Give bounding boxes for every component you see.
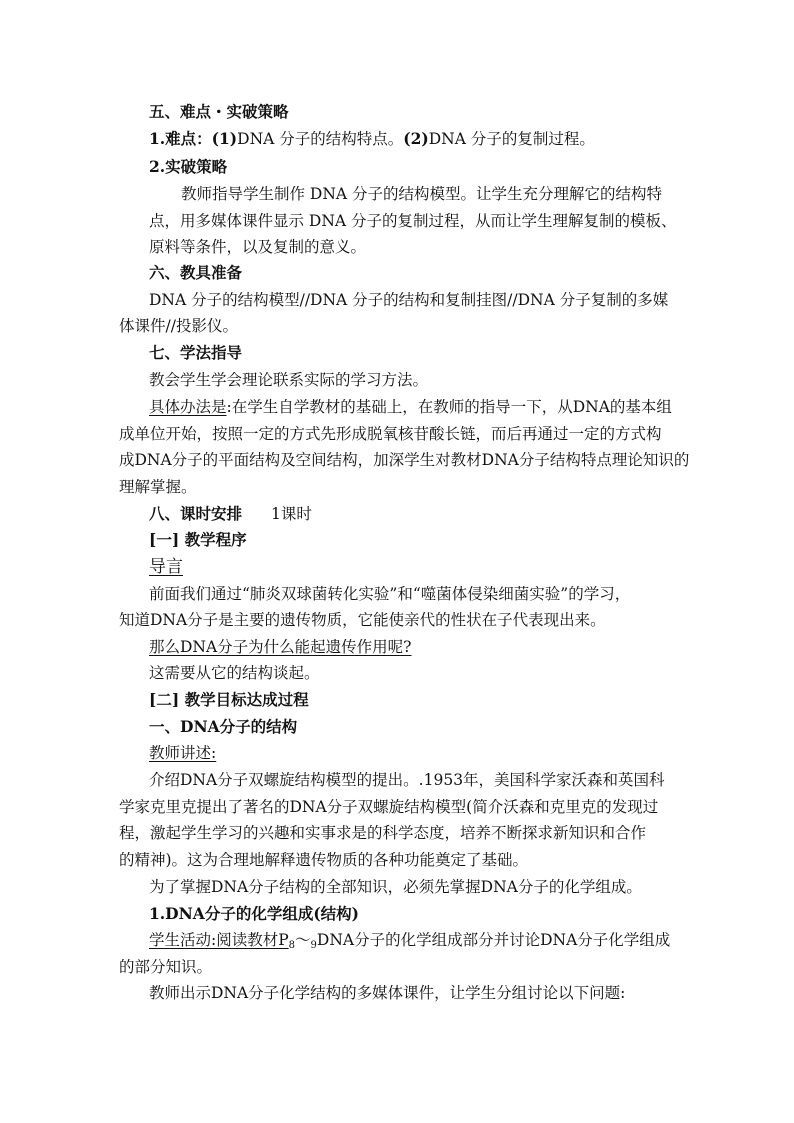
narration-line-2: 学家克里克提出了著名的DNA分子双螺旋结构模型(简介沃森和克里克的发现过: [119, 798, 659, 816]
strategy-line-3: 原料等条件，以及复制的意义。: [149, 238, 367, 256]
method-detail-line-4: 理解掌握。: [119, 478, 197, 496]
student-activity-line-2: 的部分知识。: [119, 958, 213, 976]
heading-dna-structure: 一、DNA分子的结构: [149, 717, 298, 736]
subheading-strategy: 2.实破策略: [149, 157, 228, 176]
heading-chemical-composition: 1.DNA分子的化学组成(结构): [149, 904, 359, 923]
strategy-line-2: 点，用多媒体课件显示 DNA 分子的复制过程，从而让学生理解复制的模板、: [149, 212, 677, 230]
equipment-line-1: DNA 分子的结构模型//DNA 分子的结构和复制挂图//DNA 分子复制的多媒: [149, 291, 669, 309]
method-detail-line-2: 成单位开始，按照一定的方式先形成脱氧核苷酸长链，而后再通过一定的方式构: [119, 425, 662, 443]
equipment-line-2: 体课件//投影仪。: [119, 317, 238, 335]
narration-line-1: 介绍DNA分子双螺旋结构模型的提出。.1953年，美国科学家沃森和英国科: [149, 771, 665, 789]
chemical-composition-intro: 为了掌握DNA分子结构的全部知识，必须先掌握DNA分子的化学组成。: [149, 878, 642, 896]
intro-line-3: 这需要从它的结构谈起。: [149, 664, 320, 682]
narration-line-3: 程，激起学生学习的兴趣和实事求是的科学态度，培养不断探求新知识和合作: [119, 824, 647, 842]
method-detail-lead: 具体办法是: [149, 398, 227, 416]
heading-study-method: 七、学法指导: [149, 343, 243, 362]
student-activity-line-1: 学生活动:阅读教材$P_8\sim_9DNA$分子的化学组成部分并讨论DNA分子化学组成: [149, 931, 671, 951]
heading-equipment: 六、教具准备: [149, 263, 243, 282]
strategy-line-1: 教师指导学生制作 DNA 分子的结构模型。让学生充分理解它的结构特: [181, 185, 663, 203]
heading-schedule: 八、课时安排: [149, 504, 243, 523]
intro-line-1: 前面我们通过“肺炎双球菌转化实验”和“噬菌体侵染细菌实验”的学习，: [149, 585, 631, 603]
method-detail-line-3: 成DNA分子的平面结构及空间结构，加深学生对教材DNA分子结构特点理论知识的: [119, 451, 690, 469]
difficulty-points: 1.难点：(1)DNA 分子的结构特点。(2)DNA 分子的复制过程。: [149, 129, 595, 148]
intro-question: 那么DNA分子为什么能起遗传作用呢?: [149, 638, 412, 656]
study-method-line: 教会学生学会理论联系实际的学习方法。: [149, 371, 429, 389]
method-detail-line-1: 具体办法是:在学生自学教材的基础上，在教师的指导一下，从DNA的基本组: [149, 398, 672, 416]
teacher-narration-label: 教师讲述:: [149, 744, 217, 762]
heading-difficulties: 五、难点・实破策略: [149, 102, 289, 121]
teacher-multimedia-line: 教师出示DNA分子化学结构的多媒体课件，让学生分组讨论以下问题:: [149, 984, 626, 1002]
introduction-label: 导言: [149, 557, 183, 577]
narration-line-4: 的精神)。这为合理地解释遗传物质的各种功能奠定了基础。: [119, 851, 529, 869]
intro-line-2: 知道DNA分子是主要的遗传物质，它能使亲代的性状在子代表现出来。: [119, 611, 606, 629]
section-teaching-procedure: [一] 教学程序: [149, 530, 247, 549]
section-objectives-process: [二] 教学目标达成过程: [149, 690, 309, 709]
schedule-value: 1课时: [271, 505, 312, 523]
